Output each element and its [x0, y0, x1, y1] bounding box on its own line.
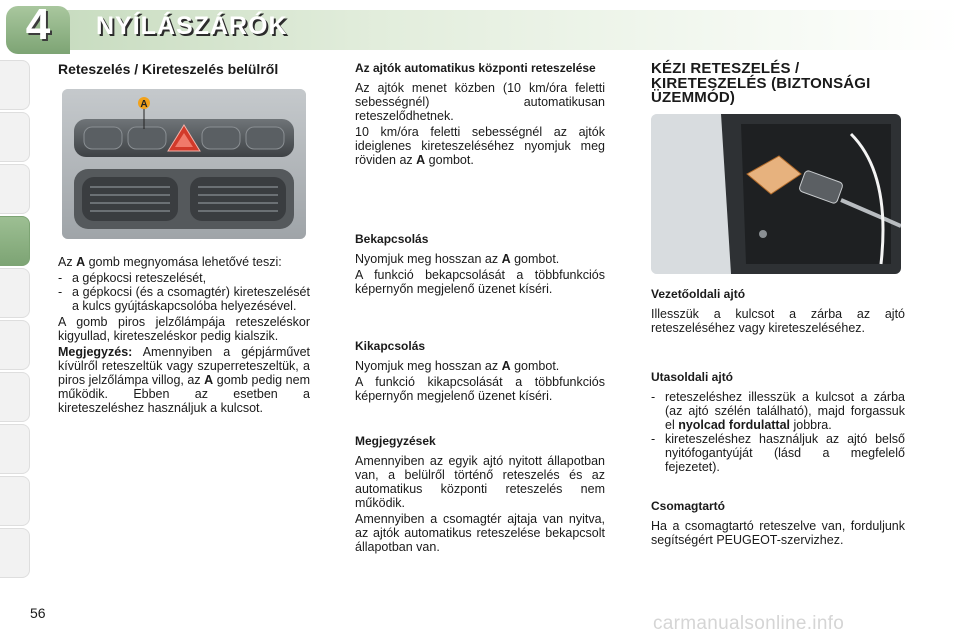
side-tab[interactable] [0, 476, 30, 526]
activation-paragraph-2: A funkció bekapcsolását a többfunkciós képernyőn megjelenő üzenet kíséri. [355, 268, 605, 296]
dashboard-illustration [62, 89, 306, 239]
list-item: - reteszeléshez illesszük a kulcsot a zárba (az ajtó szélén található), majd forgassuk el nyolcad fordulattal jobbra. [651, 389, 905, 432]
side-tab[interactable] [0, 268, 30, 318]
auto-lock-paragraph-2: 10 km/óra feletti sebességnél az ajtók ideiglenes kireteszeléséhez nyomjuk meg röviden az A gombot. [355, 125, 605, 167]
trunk-heading: Csomagtartó [651, 498, 726, 513]
intro-paragraph: Az A gomb megnyomása lehetővé teszi: [58, 255, 282, 269]
notes-paragraph-2: Amennyiben a csomagtér ajtaja van nyitva, az ajtók automatikus reteszelése bekapcsolt állapotban van. [355, 512, 605, 554]
chapter-header [0, 0, 960, 58]
dashboard-console-icon [62, 89, 306, 239]
chapter-number: 4 [25, 0, 51, 49]
callout-label: A [140, 99, 148, 110]
passenger-door-heading: Utasoldali ajtó [651, 369, 734, 384]
left-column [58, 62, 310, 417]
driver-door-heading: Vezetőoldali ajtó [651, 286, 746, 301]
list-item: - kireteszeléshez használjuk az ajtó belső nyitófogantyúját (lásd a megfelelő fejezetet). [651, 431, 905, 474]
notes-paragraph: Amennyiben az egyik ajtó nyitott állapotban van, a belülről történő reteszelés és az automatikus központi reteszelés nem működik. [355, 454, 605, 510]
list-item: - a gépkocsi (és a csomagtér) kireteszelését a kulcs gyújtáskapcsolóba helyezésével. [58, 285, 310, 313]
side-tab[interactable] [0, 112, 30, 162]
driver-door-paragraph: Illesszük a kulcsot a zárba az ajtó reteszeléséhez vagy kireteszeléséhez. [651, 306, 905, 335]
indicator-paragraph: A gomb piros jelzőlámpája reteszeléskor kigyullad, kireteszeléskor pedig kialszik. [58, 315, 310, 343]
side-tab[interactable] [0, 320, 30, 370]
manual-lock-heading: KÉZI RETESZELÉS / KIRETESZELÉS (BIZTONSÁGI ÜZEMMÓD) [651, 60, 871, 106]
side-tab-active[interactable] [0, 216, 30, 266]
deactivation-paragraph-2: A funkció kikapcsolását a többfunkciós képernyőn megjelenő üzenet kíséri. [355, 375, 605, 403]
side-tab[interactable] [0, 424, 30, 474]
activation-heading: Bekapcsolás [355, 232, 429, 246]
right-column [651, 62, 905, 549]
section-heading: Reteszelés / Kireteszelés belülről [58, 61, 279, 77]
note-paragraph: Megjegyzés: Amennyiben a gépjárművet kívülről reteszeltük vagy szuperreteszeltük, a piros jelzőlámpa villog, az A gomb pedig nem működik. Ebben az esetben a kireteszeléshez használjuk a kulcsot. [58, 345, 310, 415]
auto-lock-heading: Az ajtók automatikus központi reteszelése [355, 61, 596, 75]
door-lock-illustration [651, 114, 901, 274]
page-number: 56 [30, 605, 46, 621]
watermark: carmanualsonline.info [653, 613, 845, 634]
passenger-door-list [651, 390, 905, 474]
middle-column [355, 62, 605, 556]
notes-heading: Megjegyzések [355, 434, 436, 448]
activation-paragraph: Nyomjuk meg hosszan az A gombot. [355, 252, 560, 266]
auto-lock-paragraph: Az ajtók menet közben (10 km/óra feletti sebességnél) automatikusan reteszelődhetnek. [355, 81, 605, 123]
feature-list [58, 271, 310, 313]
side-tab[interactable] [0, 372, 30, 422]
side-tab[interactable] [0, 164, 30, 214]
door-key-icon [651, 114, 901, 274]
deactivation-paragraph: Nyomjuk meg hosszan az A gombot. [355, 359, 560, 373]
chapter-title: NYÍLÁSZÁRÓK [96, 12, 288, 40]
deactivation-heading: Kikapcsolás [355, 339, 426, 353]
trunk-paragraph: Ha a csomagtartó reteszelve van, forduljunk segítségért PEUGEOT-szervizhez. [651, 518, 905, 547]
side-tab[interactable] [0, 528, 30, 578]
side-tab[interactable] [0, 60, 30, 110]
list-item: - a gépkocsi reteszelését, [58, 271, 207, 285]
side-tabs [0, 60, 34, 580]
